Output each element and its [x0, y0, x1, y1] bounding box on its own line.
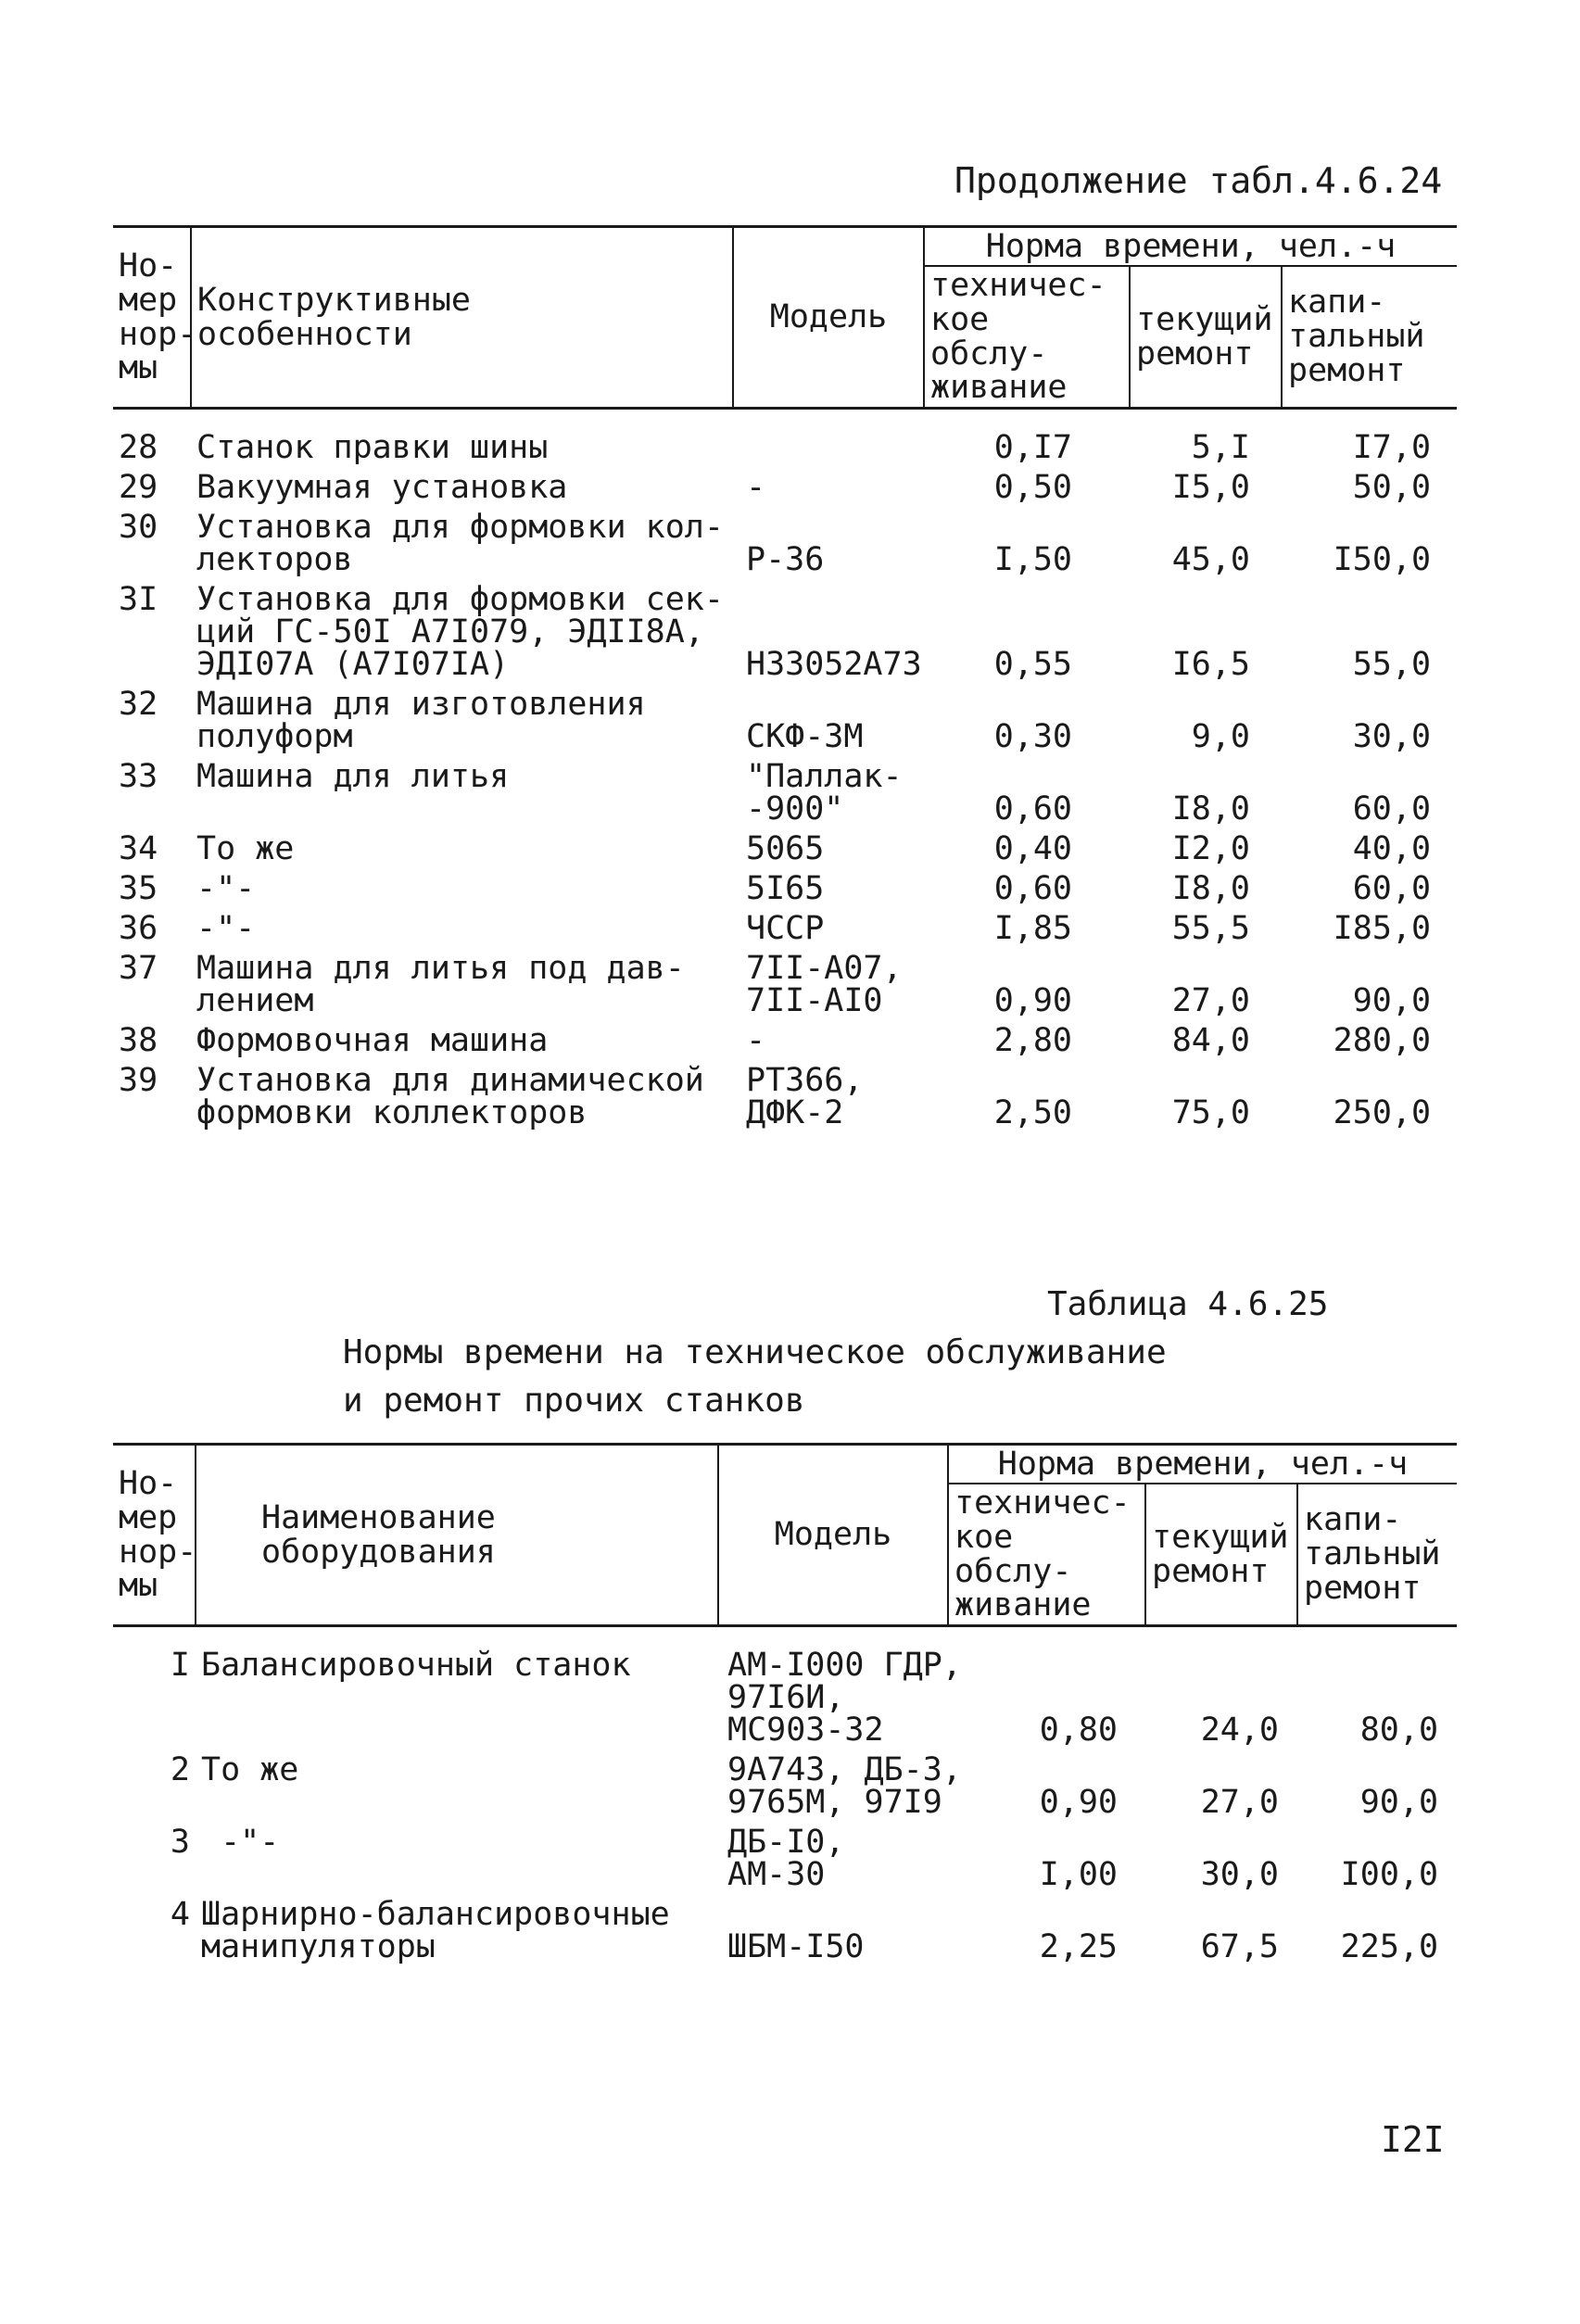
header-equipment-name: Наименование оборудования	[196, 1445, 718, 1626]
capital-repair-value: I7,0	[1352, 429, 1432, 466]
capital-repair-value: 90,0	[1352, 982, 1432, 1019]
description-cell: -"-	[196, 910, 256, 947]
table-row	[113, 1057, 1457, 1130]
norm-number-cell: 37	[119, 950, 158, 987]
current-repair-value: 55,5	[1171, 910, 1250, 947]
table-row	[113, 681, 1457, 753]
table-row	[113, 1819, 1457, 1891]
table-row	[113, 753, 1457, 826]
header-capital-repair: капи- тальный ремонт	[1282, 266, 1457, 409]
description-cell: Установка для формовки сек- ций ГС-50I А7I079, ЭДII8А, ЭДI07А (А7I07IА)	[196, 581, 724, 683]
capital-repair-value: 80,0	[1359, 1711, 1439, 1749]
maintenance-value: 0,90	[1039, 1784, 1118, 1821]
current-repair-value: 30,0	[1200, 1856, 1279, 1893]
header-time-norm: Норма времени, чел.-ч	[948, 1445, 1457, 1484]
model-cell: 5I65	[746, 870, 825, 907]
capital-repair-value: I85,0	[1333, 910, 1432, 947]
maintenance-value: 0,55	[993, 646, 1072, 683]
page-number: I2I	[1381, 2119, 1445, 2160]
maintenance-value: 0,90	[993, 982, 1072, 1019]
description-cell: Балансировочный станок	[201, 1647, 631, 1684]
model-cell: 5065	[746, 830, 825, 867]
model-cell: 9А743, ДБ-3, 9765М, 97I9	[727, 1751, 962, 1821]
header-current-repair: текущий ремонт	[1130, 266, 1282, 409]
capital-repair-value: 55,0	[1352, 646, 1432, 683]
header-norm-number: Но- мер нор- мы	[113, 227, 191, 409]
description-cell: -"-	[201, 1824, 280, 1861]
header-model: Модель	[733, 227, 924, 409]
model-cell: ЧССР	[746, 910, 825, 947]
table-row	[113, 865, 1457, 905]
maintenance-value: 0,I7	[993, 429, 1072, 466]
model-cell: Н33052А73	[746, 646, 922, 683]
norm-number-cell: I	[170, 1647, 190, 1684]
header-current-repair: текущий ремонт	[1145, 1484, 1297, 1626]
norm-number-cell: 4	[170, 1896, 190, 1933]
model-cell: -	[746, 469, 766, 506]
current-repair-value: I8,0	[1171, 790, 1250, 827]
maintenance-value: 2,50	[993, 1094, 1072, 1131]
description-cell: Станок правки шины	[196, 429, 549, 466]
norm-number-cell: 2	[170, 1751, 190, 1788]
current-repair-value: I5,0	[1171, 469, 1250, 506]
maintenance-value: 0,40	[993, 830, 1072, 867]
capital-repair-value: 60,0	[1352, 870, 1432, 907]
header-maintenance: техничес- кое обслу- живание	[948, 1484, 1145, 1626]
table-body	[113, 409, 1457, 1130]
table-row	[113, 464, 1457, 504]
description-cell: То же	[196, 830, 295, 867]
model-cell: ДБ-I0, АМ-30	[727, 1824, 845, 1893]
table-row	[113, 826, 1457, 865]
capital-repair-value: I50,0	[1333, 541, 1432, 578]
maintenance-value: I,00	[1039, 1856, 1118, 1893]
current-repair-value: 9,0	[1191, 718, 1250, 755]
model-cell: РТ366, ДФК-2	[746, 1062, 864, 1131]
current-repair-value: 75,0	[1171, 1094, 1250, 1131]
norm-number-cell: 33	[119, 758, 158, 795]
header-capital-repair: капи- тальный ремонт	[1297, 1484, 1457, 1626]
table-row	[113, 1626, 1457, 1748]
maintenance-value: 0,50	[993, 469, 1072, 506]
capital-repair-value: I00,0	[1340, 1856, 1439, 1893]
current-repair-value: 24,0	[1200, 1711, 1279, 1749]
current-repair-value: I8,0	[1171, 870, 1250, 907]
model-cell: ШБМ-I50	[727, 1928, 865, 1965]
current-repair-value: 84,0	[1171, 1022, 1250, 1059]
header-norm-number: Но- мер нор- мы	[113, 1445, 196, 1626]
capital-repair-value: 60,0	[1352, 790, 1432, 827]
norm-number-cell: 35	[119, 870, 158, 907]
capital-repair-value: 225,0	[1340, 1928, 1439, 1965]
table-number: Таблица 4.6.25	[1047, 1285, 1329, 1323]
current-repair-value: 45,0	[1171, 541, 1250, 578]
model-cell: 7II-А07, 7II-АI0	[746, 950, 903, 1019]
table-row	[113, 1747, 1457, 1819]
current-repair-value: 27,0	[1200, 1784, 1279, 1821]
norm-number-cell: 29	[119, 469, 158, 506]
table-row	[113, 576, 1457, 681]
capital-repair-value: 280,0	[1333, 1022, 1432, 1059]
maintenance-value: 0,60	[993, 790, 1072, 827]
capital-repair-value: 40,0	[1352, 830, 1432, 867]
table-title-line-2: и ремонт прочих станков	[343, 1382, 805, 1420]
description-cell: Машина для литья	[196, 758, 510, 795]
description-cell: Установка для динамической формовки коллекторов	[196, 1062, 704, 1131]
table-row	[113, 1891, 1457, 1964]
table-row	[113, 409, 1457, 465]
description-cell: Вакуумная установка	[196, 469, 568, 506]
maintenance-value: 0,60	[993, 870, 1072, 907]
norm-number-cell: 28	[119, 429, 158, 466]
maintenance-value: 2,25	[1039, 1928, 1118, 1965]
description-cell: Формовочная машина	[196, 1022, 549, 1059]
table-4-6-24-continuation	[113, 225, 1457, 1130]
capital-repair-value: 90,0	[1359, 1784, 1439, 1821]
norm-number-cell: 39	[119, 1062, 158, 1099]
maintenance-value: 0,30	[993, 718, 1072, 755]
maintenance-value: 0,80	[1039, 1711, 1118, 1749]
current-repair-value: 67,5	[1200, 1928, 1279, 1965]
model-cell: Р-36	[746, 541, 825, 578]
description-cell: Шарнирно-балансировочные манипуляторы	[201, 1896, 670, 1965]
norm-number-cell: 30	[119, 509, 158, 546]
current-repair-value: 27,0	[1171, 982, 1250, 1019]
model-cell: "Паллак- -900"	[746, 758, 903, 827]
table-title-line-1: Нормы времени на техническое обслуживание	[343, 1333, 1167, 1371]
table-body	[113, 1626, 1457, 1964]
header-time-norm: Норма времени, чел.-ч	[924, 227, 1457, 267]
current-repair-value: I2,0	[1171, 830, 1250, 867]
header-model: Модель	[718, 1445, 948, 1626]
model-cell: -	[746, 1022, 766, 1059]
table-row	[113, 504, 1457, 576]
current-repair-value: I6,5	[1171, 646, 1250, 683]
norm-number-cell: 3	[170, 1824, 190, 1861]
norm-number-cell: 32	[119, 686, 158, 723]
header-maintenance: техничес- кое обслу- живание	[924, 266, 1130, 409]
table-4-6-25	[113, 1443, 1457, 1964]
description-cell: -"-	[196, 870, 256, 907]
norm-number-cell: 38	[119, 1022, 158, 1059]
capital-repair-value: 250,0	[1333, 1094, 1432, 1131]
model-cell: АМ-I000 ГДР, 97I6И, МС903-32	[727, 1647, 962, 1749]
current-repair-value: 5,I	[1191, 429, 1250, 466]
description-cell: Машина для литья под дав- лением	[196, 950, 685, 1019]
model-cell	[733, 409, 924, 465]
maintenance-value: 2,80	[993, 1022, 1072, 1059]
capital-repair-value: 30,0	[1352, 718, 1432, 755]
continuation-caption: Продолжение табл.4.6.24	[954, 160, 1443, 201]
header-design-features: Конструктивные особенности	[191, 227, 733, 409]
table-row	[113, 945, 1457, 1017]
norm-number-cell: 36	[119, 910, 158, 947]
capital-repair-value: 50,0	[1352, 469, 1432, 506]
model-cell: СКФ-3М	[746, 718, 864, 755]
description-cell: Установка для формовки кол- лекторов	[196, 509, 724, 578]
description-cell: То же	[201, 1751, 299, 1788]
table-row	[113, 905, 1457, 945]
norm-number-cell: 3I	[119, 581, 158, 618]
norm-number-cell: 34	[119, 830, 158, 867]
maintenance-value: I,85	[993, 910, 1072, 947]
maintenance-value: I,50	[993, 541, 1072, 578]
description-cell: Машина для изготовления полуформ	[196, 686, 646, 755]
table-row	[113, 1017, 1457, 1057]
